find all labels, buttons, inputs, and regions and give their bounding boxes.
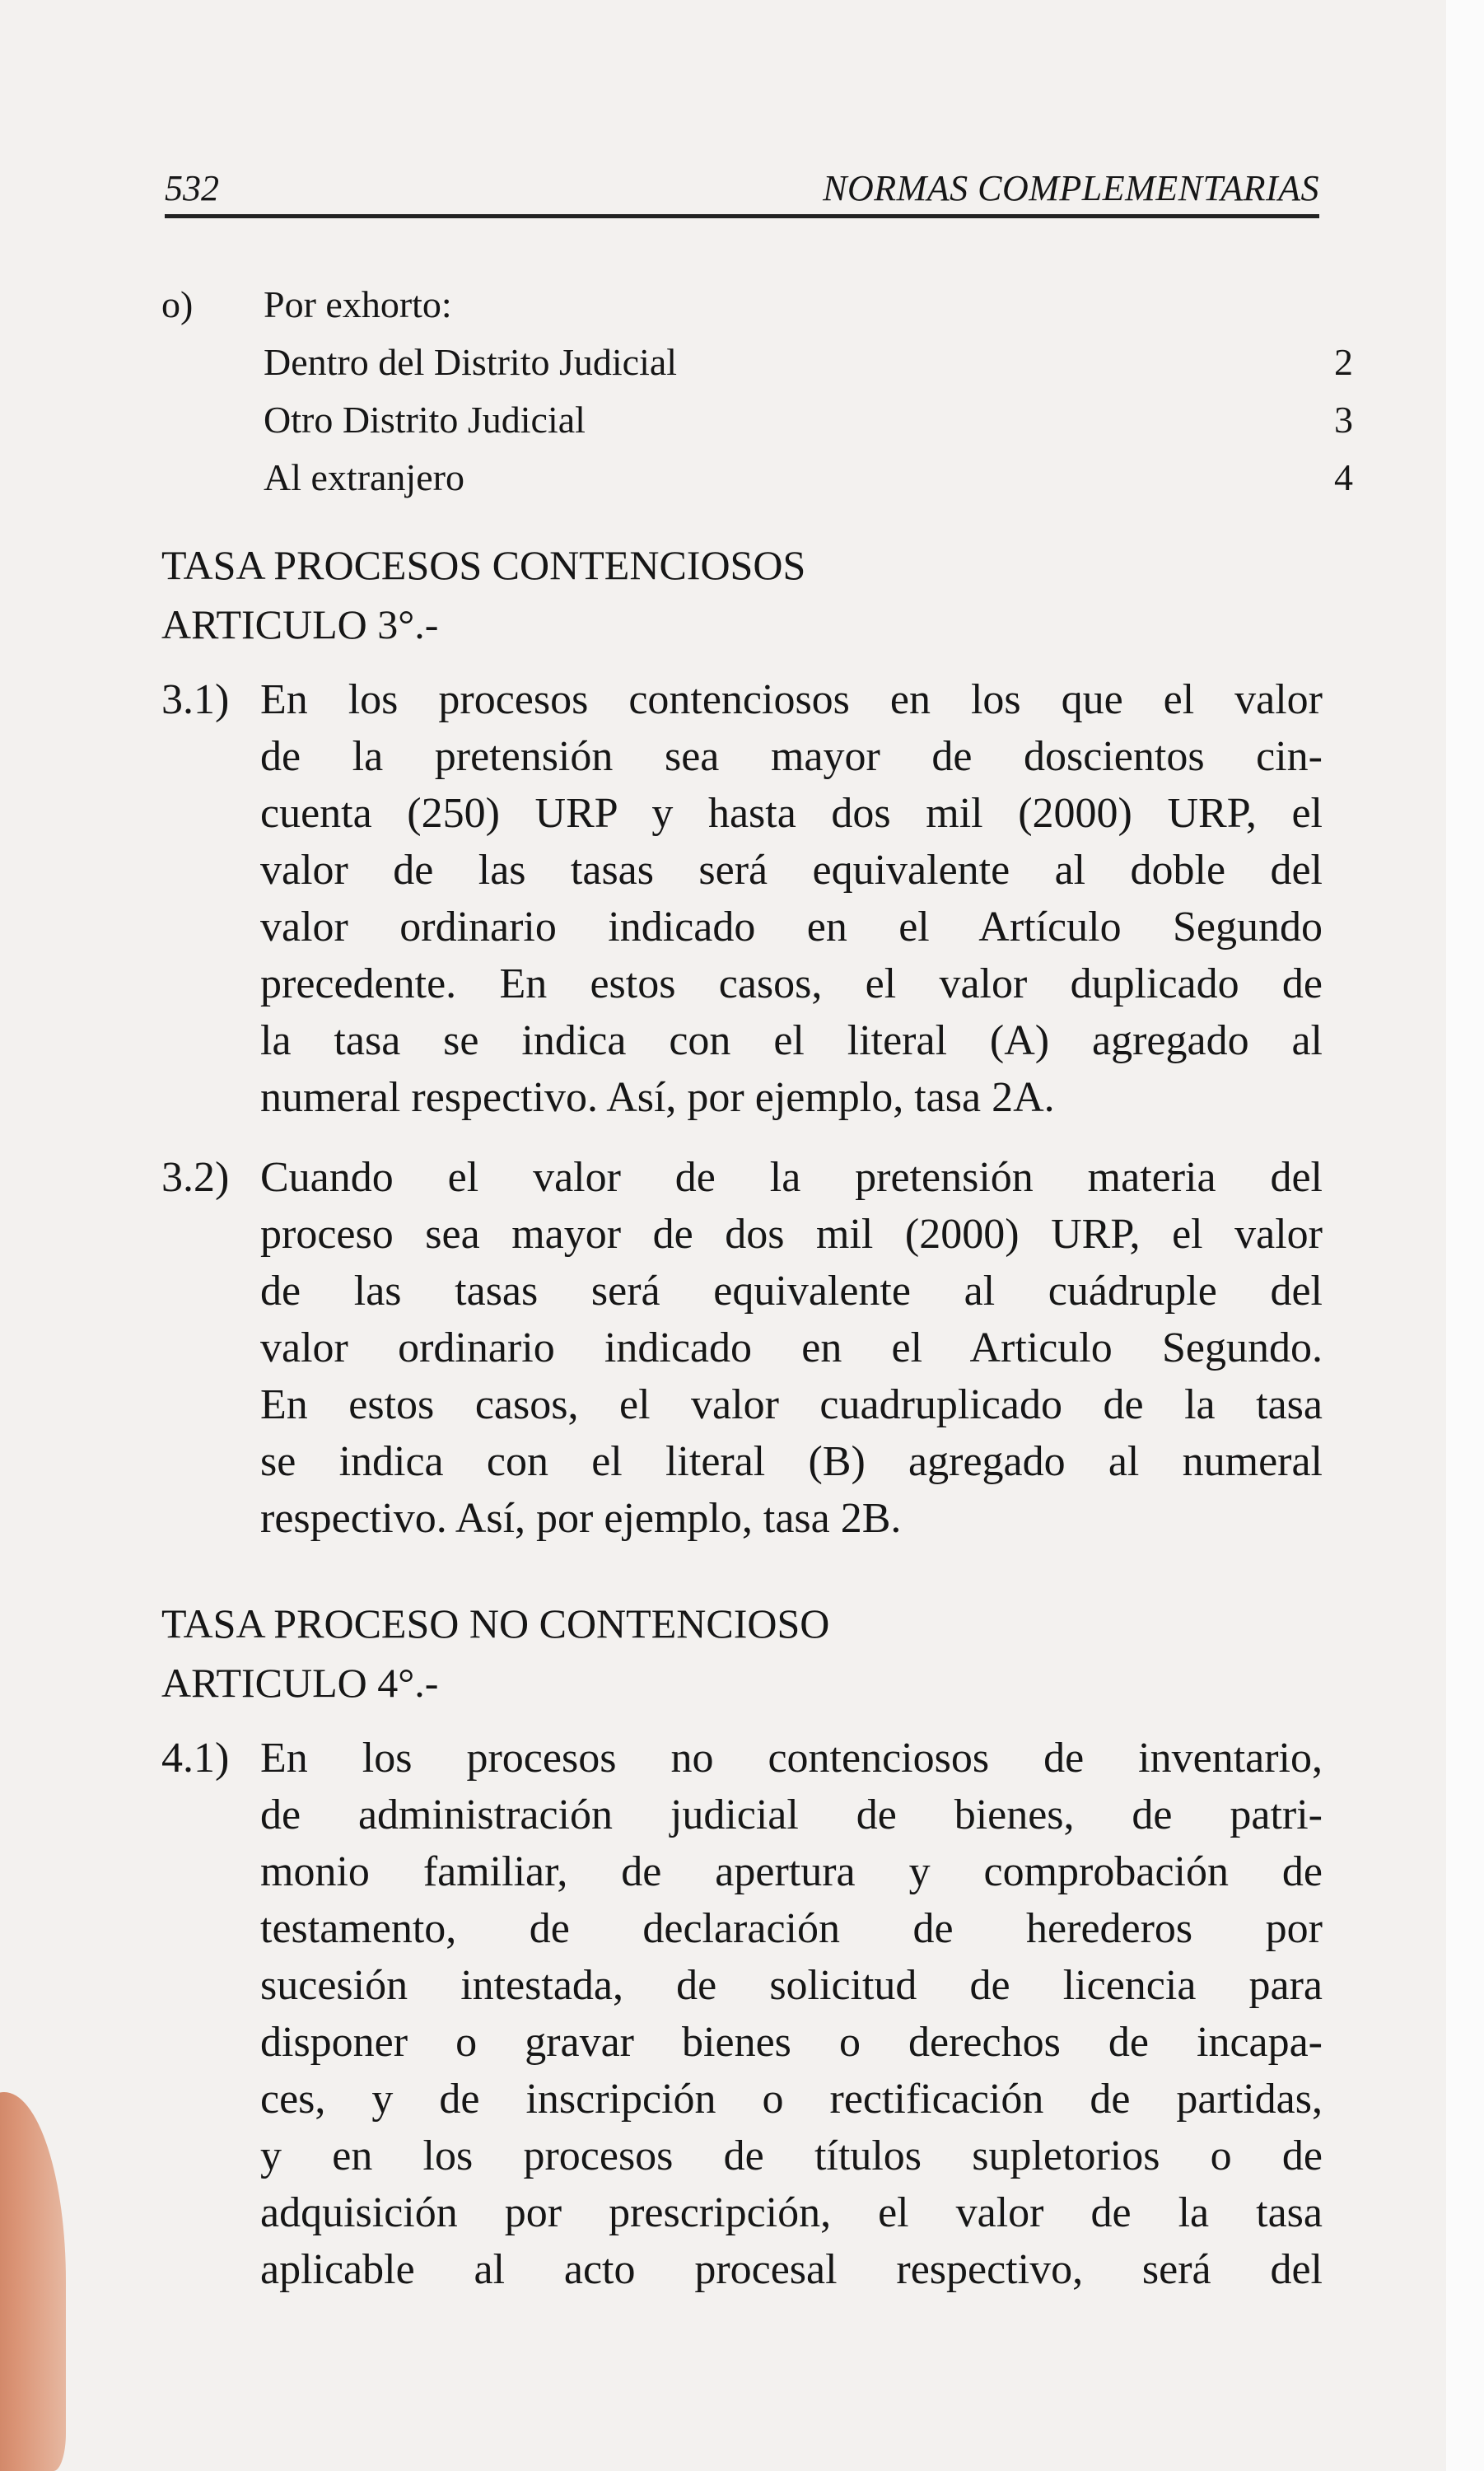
paragraph-4-1: [161, 1730, 1323, 2306]
page-number: 532: [165, 168, 219, 208]
text-line: disponer o gravar bienes o derechos de incapa-: [260, 2019, 1323, 2066]
text-line: y en los procesos de títulos supletorios o de: [260, 2132, 1323, 2179]
text-line: aplicable al acto procesal respectivo, será del: [260, 2246, 1323, 2293]
text-line: proceso sea mayor de dos mil (2000) URP, el valor: [260, 1211, 1323, 1258]
text-line: adquisición por prescripción, el valor de la tasa: [260, 2189, 1323, 2236]
text-line: En estos casos, el valor cuadruplicado de la tasa: [260, 1381, 1323, 1428]
text-line: monio familiar, de apertura y comprobación de: [260, 1848, 1323, 1895]
paragraph-marker: 3.1): [161, 676, 230, 723]
paragraph-3-2: [161, 1149, 1323, 1553]
text-line: de las tasas será equivalente al cuádruple del: [260, 1268, 1323, 1315]
item-o-lines: [264, 276, 1416, 507]
page-edge: [1446, 0, 1484, 2471]
list-item: [264, 449, 1416, 507]
list-item: [264, 391, 1416, 449]
paragraph-3-1: [161, 671, 1323, 1133]
text-line: ces, y de inscripción o rectificación de partidas,: [260, 2076, 1323, 2123]
paragraph-marker: 3.2): [161, 1154, 230, 1201]
section-3-title: TASA PROCESOS CONTENCIOSOS: [161, 542, 806, 588]
text-line: valor de las tasas será equivalente al doble del: [260, 847, 1323, 894]
text-line: la tasa se indica con el literal (A) agregado al: [260, 1017, 1323, 1064]
list-item: [264, 334, 1416, 391]
text-line: respectivo. Así, por ejemplo, tasa 2B.: [260, 1495, 902, 1542]
section-4-title: TASA PROCESO NO CONTENCIOSO: [161, 1600, 830, 1647]
row-value: 3: [1334, 399, 1353, 441]
text-line: En los procesos contenciosos en los que el valor: [260, 676, 1323, 723]
thumb-photo: [0, 2092, 66, 2471]
text-line: Cuando el valor de la pretensión materia del: [260, 1154, 1323, 1201]
text-line: En los procesos no contenciosos de inventario,: [260, 1735, 1323, 1782]
text-line: de administración judicial de bienes, de patri-: [260, 1791, 1323, 1838]
running-title: NORMAS COMPLEMENTARIAS: [823, 168, 1319, 208]
row-label: Al extranjero: [264, 456, 464, 498]
text-line: numeral respectivo. Así, por ejemplo, tasa 2A.: [260, 1074, 1055, 1121]
row-label: Dentro del Distrito Judicial: [264, 341, 678, 383]
text-line: se indica con el literal (B) agregado al numeral: [260, 1438, 1323, 1485]
section-4-article: ARTICULO 4°.-: [161, 1660, 439, 1706]
section-3-article: ARTICULO 3°.-: [161, 601, 439, 647]
text-line: sucesión intestada, de solicitud de licencia para: [260, 1962, 1323, 2009]
row-value: 2: [1334, 341, 1353, 383]
item-o-title: Por exhorto:: [264, 283, 452, 325]
item-o-title-row: [264, 276, 1416, 334]
paragraph-marker: 4.1): [161, 1735, 230, 1782]
text-line: valor ordinario indicado en el Articulo Segundo.: [260, 1324, 1323, 1371]
text-line: precedente. En estos casos, el valor duplicado de: [260, 960, 1323, 1007]
row-value: 4: [1334, 456, 1353, 498]
text-line: valor ordinario indicado en el Artículo Segundo: [260, 904, 1323, 951]
text-line: de la pretensión sea mayor de doscientos cin-: [260, 733, 1323, 780]
row-label: Otro Distrito Judicial: [264, 399, 586, 441]
text-line: testamento, de declaración de herederos por: [260, 1905, 1323, 1952]
item-o-marker: o): [161, 283, 194, 325]
page-header: [165, 156, 1319, 218]
section-3-heading: [161, 535, 1323, 654]
section-4-heading: [161, 1594, 1323, 1712]
text-line: cuenta (250) URP y hasta dos mil (2000) URP, el: [260, 790, 1323, 837]
